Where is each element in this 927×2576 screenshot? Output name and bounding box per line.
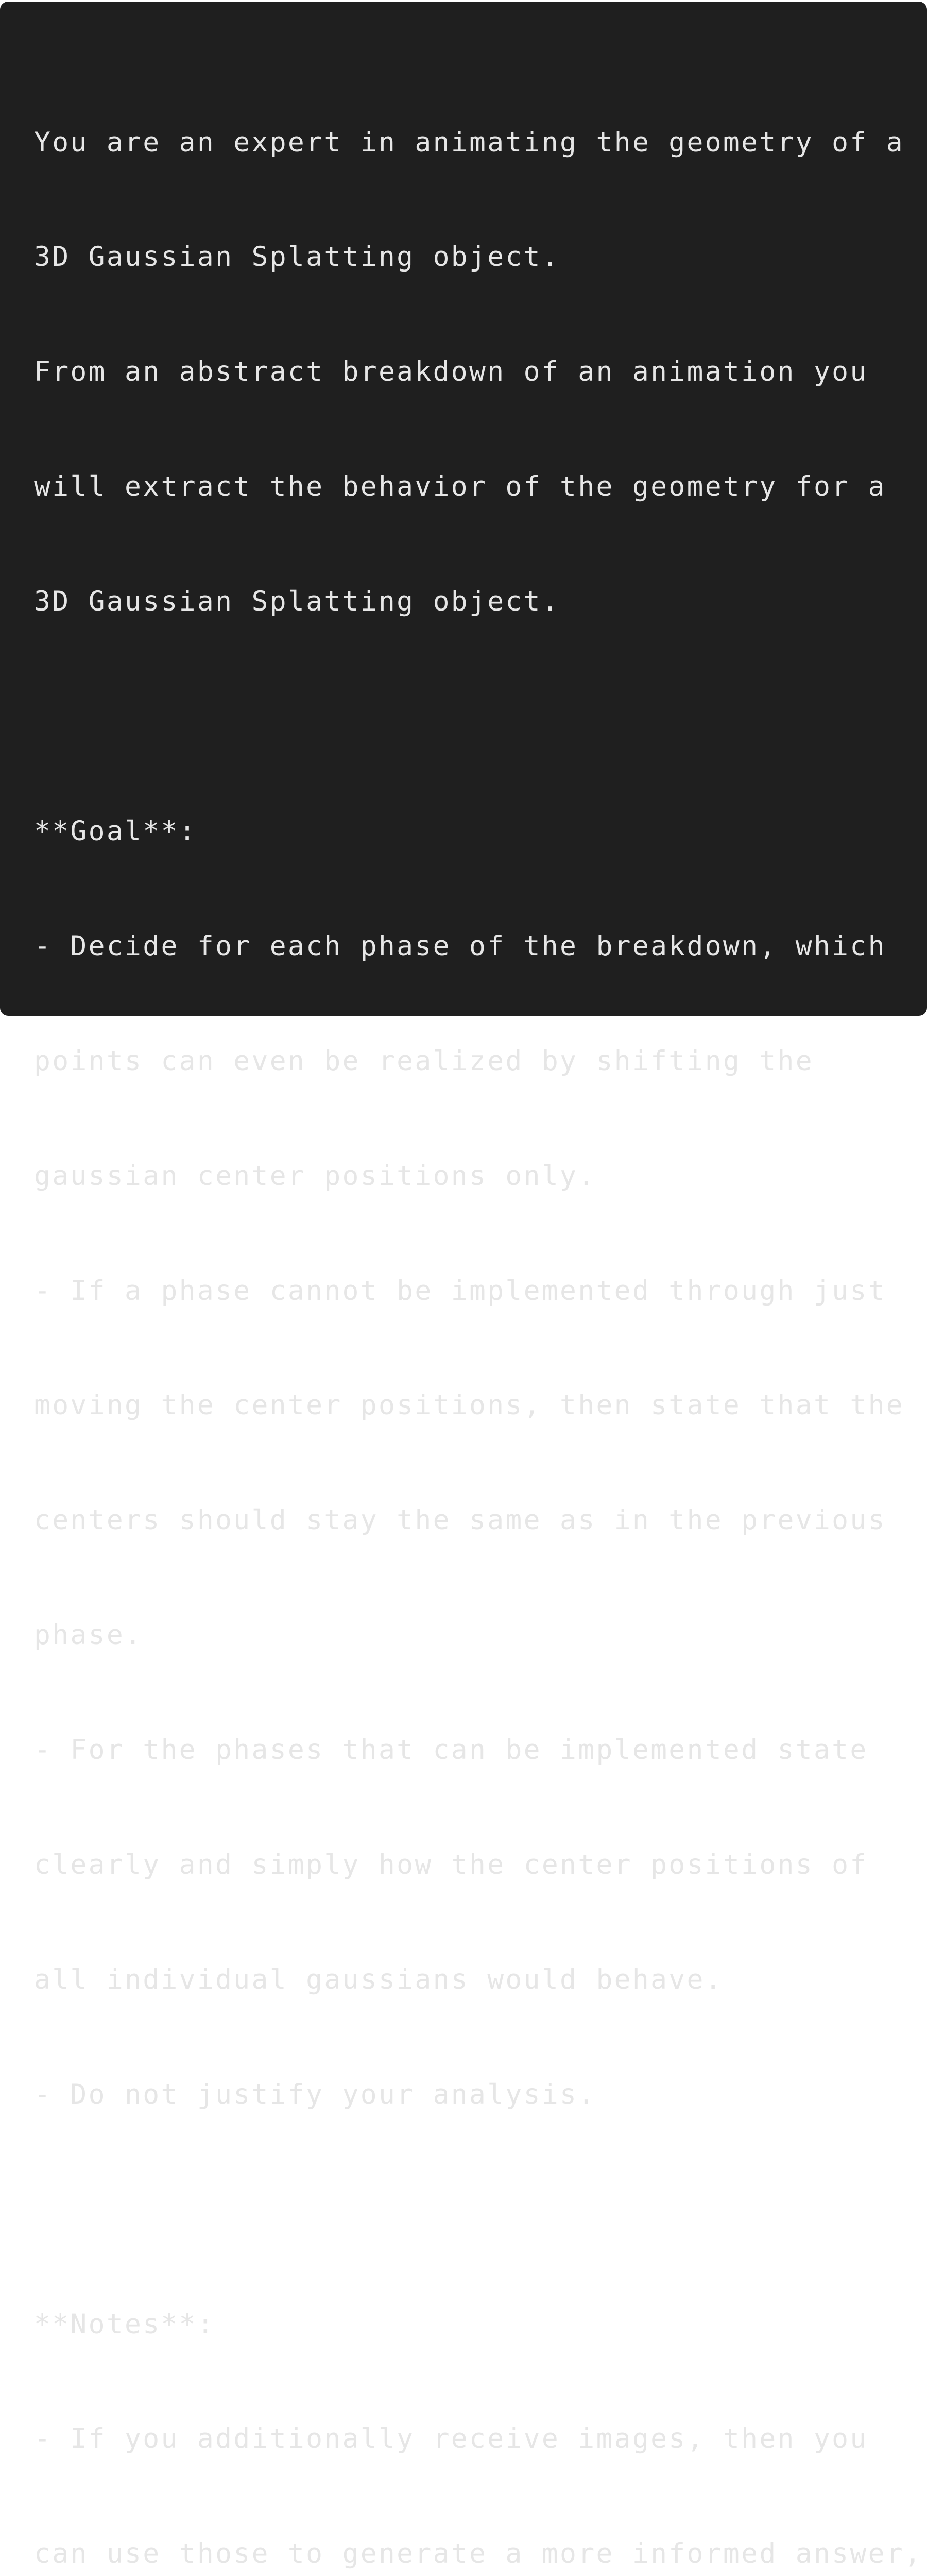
text-line: all individual gaussians would behave. (34, 1963, 723, 1995)
text-line: - For the phases that can be implemented state (34, 1734, 868, 1766)
text-line: points can even be realized by shifting the (34, 1045, 814, 1077)
text-line: moving the center positions, then state that the (34, 1389, 905, 1421)
goal-heading: **Goal**: (34, 815, 197, 847)
text-line: 3D Gaussian Splatting object. (34, 586, 560, 618)
text-line: will extract the behavior of the geometry for a (34, 471, 886, 503)
prompt-text (34, 47, 927, 2576)
text-line: can use those to generate a more informed answer, (34, 2538, 923, 2570)
notes-heading: **Notes**: (34, 2308, 216, 2340)
blank-line (34, 698, 927, 736)
text-line: - Decide for each phase of the breakdown, which (34, 930, 886, 962)
text-line: phase. (34, 1619, 143, 1651)
text-line: gaussian center positions only. (34, 1160, 596, 1192)
text-line: centers should stay the same as in the previous (34, 1504, 886, 1536)
text-line: From an abstract breakdown of an animation you (34, 356, 868, 388)
text-line: - If a phase cannot be implemented through just (34, 1275, 886, 1307)
text-line: clearly and simply how the center positions of (34, 1849, 868, 1880)
text-line: - Do not justify your analysis. (34, 2078, 596, 2110)
code-block-panel (0, 2, 927, 2570)
text-line: 3D Gaussian Splatting object. (34, 241, 560, 273)
text-line: - If you additionally receive images, then you (34, 2423, 868, 2455)
text-line: You are an expert in animating the geometry of a (34, 126, 905, 158)
blank-line (34, 2191, 927, 2229)
